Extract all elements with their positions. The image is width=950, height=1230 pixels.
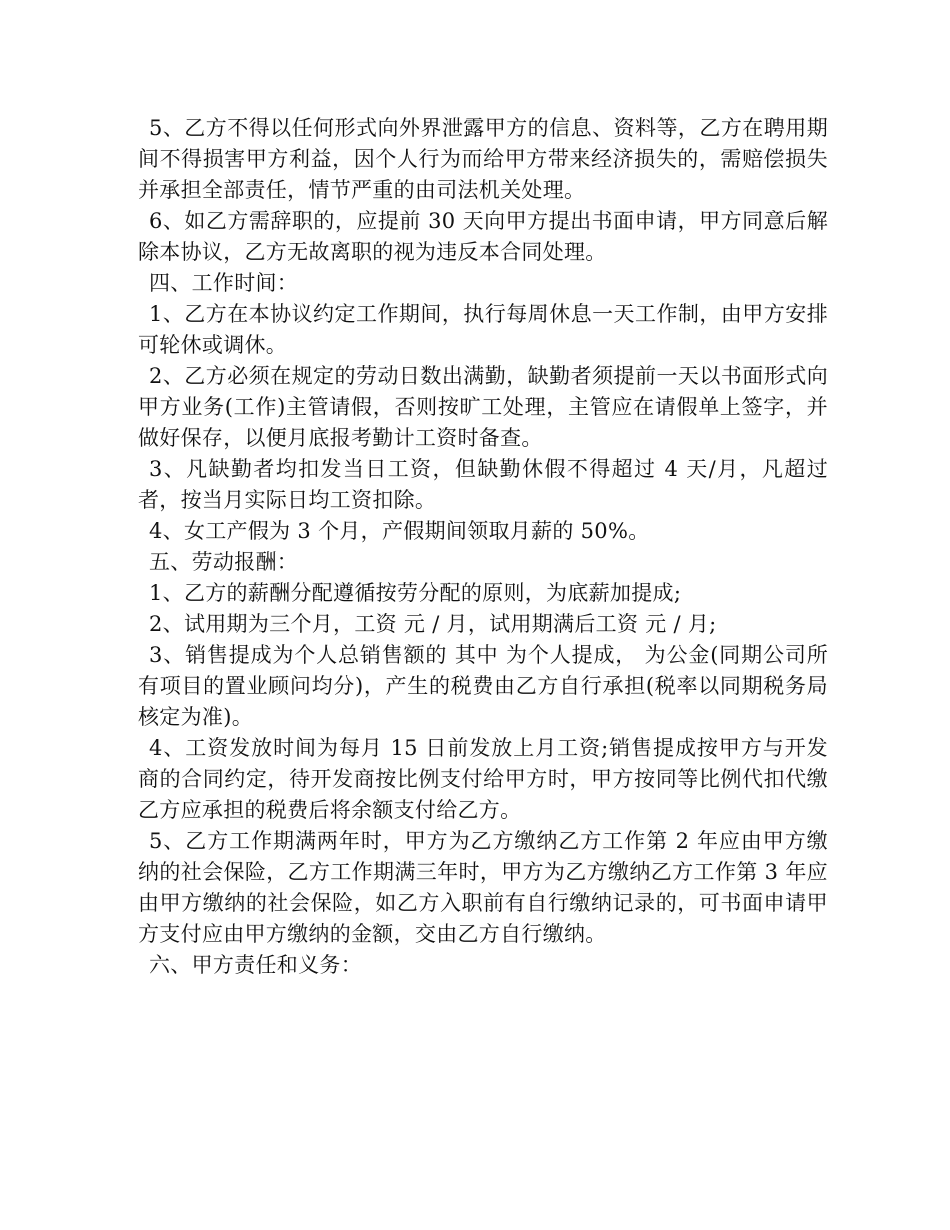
clause-5-2: 2、试用期为三个月，工资 元 / 月，试用期满后工资 元 / 月;	[149, 612, 717, 636]
clause-4-3: 3、凡缺勤者均扣发当日工资，但缺勤休假不得超过 4 天/月，凡超过者，按当月实际日均工资扣除。	[138, 457, 828, 512]
clause-5-5: 5、乙方工作期满两年时，甲方为乙方缴纳乙方工作第 2 年应由甲方缴纳的社会保险，乙方工作期满三年时，甲方为乙方缴纳乙方工作第 3 年应由甲方缴纳的社会保险，如乙方入职前有自行缴纳记录的，可书面申请甲方支付应由甲方缴纳的金额，交由乙方自行缴纳。	[138, 829, 828, 946]
clause-4-4: 4、女工产假为 3 个月，产假期间领取月薪的 50%。	[149, 519, 650, 543]
clause-5-1: 1、乙方的薪酬分配遵循按劳分配的原则，为底薪加提成;	[149, 581, 682, 605]
section-heading-work-time: 四、工作时间：	[149, 271, 299, 295]
clause-5-3: 3、销售提成为个人总销售额的 其中 为个人提成， 为公金(同期公司所有项目的置业顾问均分)，产生的税费由乙方自行承担(税率以同期税务局核定为准)。	[138, 643, 828, 729]
clause-3-6: 6、如乙方需辞职的，应提前 30 天向甲方提出书面申请，甲方同意后解除本协议，乙方无故离职的视为违反本合同处理。	[138, 209, 828, 264]
section-heading-remuneration: 五、劳动报酬：	[149, 550, 299, 574]
document-body	[138, 113, 828, 981]
clause-3-5: 5、乙方不得以任何形式向外界泄露甲方的信息、资料等，乙方在聘用期间不得损害甲方利益，因个人行为而给甲方带来经济损失的，需赔偿损失并承担全部责任，情节严重的由司法机关处理。	[138, 116, 828, 202]
section-heading-party-a-duties: 六、甲方责任和义务：	[149, 953, 362, 977]
clause-4-1: 1、乙方在本协议约定工作期间，执行每周休息一天工作制，由甲方安排可轮休或调休。	[138, 302, 828, 357]
clause-5-4: 4、工资发放时间为每月 15 日前发放上月工资;销售提成按甲方与开发商的合同约定，待开发商按比例支付给甲方时，甲方按同等比例代扣代缴乙方应承担的税费后将余额支付给乙方。	[138, 736, 828, 822]
clause-4-2: 2、乙方必须在规定的劳动日数出满勤，缺勤者须提前一天以书面形式向甲方业务(工作)主管请假，否则按旷工处理，主管应在请假单上签字，并做好保存，以便月底报考勤计工资时备查。	[138, 364, 828, 450]
